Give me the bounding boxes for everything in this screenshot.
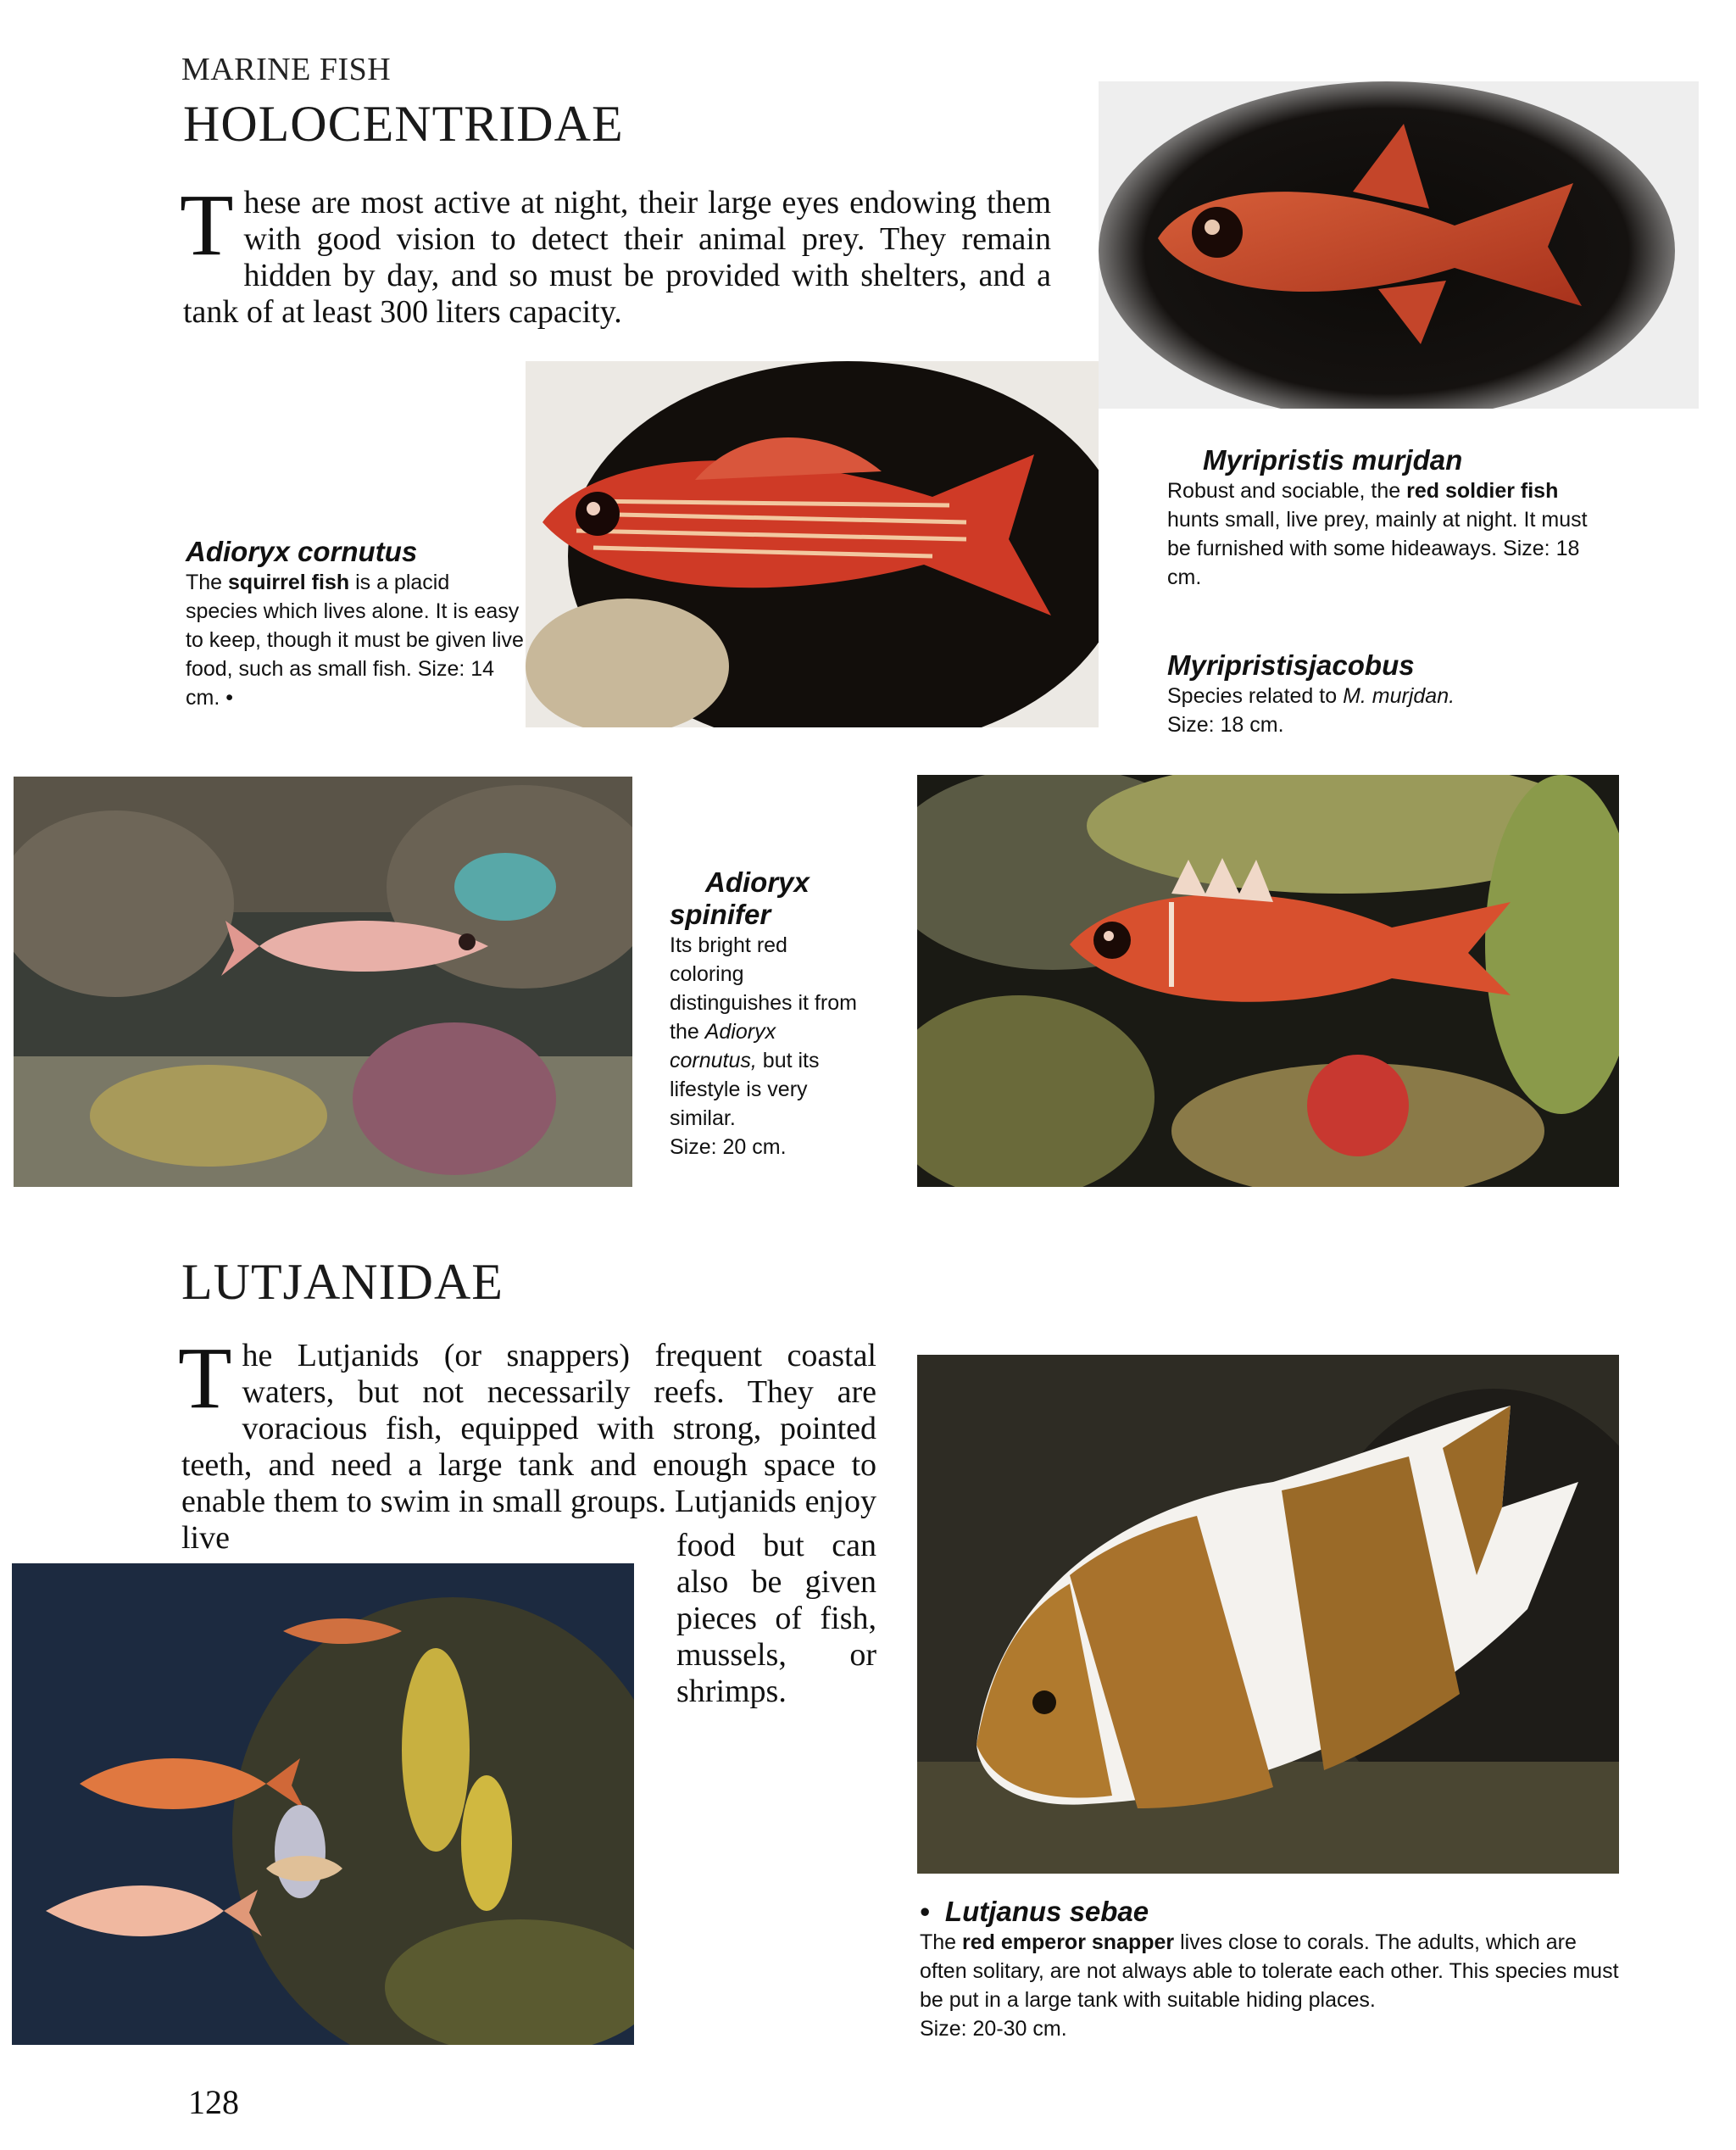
caption-size: Size: 20-30 cm. xyxy=(920,2017,1067,2041)
caption-title: Myripristis murjdan xyxy=(1203,444,1463,476)
lutjanidae-intro-tail: food but can also be given pieces of fish, mussels, or shrimps. xyxy=(676,1528,876,1709)
photo-adioryx-spinifer xyxy=(917,775,1619,1187)
caption-myripristis-murjdan xyxy=(1167,444,1608,592)
caption-title-line1: Adioryx xyxy=(705,866,810,898)
caption-myripristis-jacobus xyxy=(1167,649,1608,739)
photo-reef-squirrelfish xyxy=(14,777,632,1187)
caption-adioryx-cornutus xyxy=(186,536,525,712)
dropcap: T xyxy=(178,1329,232,1427)
caption-adioryx-spinifer xyxy=(670,866,865,1161)
holocentridae-title: HOLOCENTRIDAE xyxy=(183,96,624,152)
section-label: MARINE FISH xyxy=(181,52,392,87)
holocentridae-intro xyxy=(180,176,1051,331)
photo-adioryx-cornutus xyxy=(526,361,1099,727)
dropcap: T xyxy=(180,176,234,274)
caption-body: The red emperor snapper lives close to corals. The adults, which are often solitary, are not always able to tolerate each other. This species must be put in a large tank with suitable hiding places. xyxy=(920,1930,1619,2012)
photo-myripristis-murjdan xyxy=(1099,81,1699,409)
caption-size: Size: 18 cm. xyxy=(1167,713,1284,737)
caption-lutjanus-sebae xyxy=(920,1896,1623,2043)
lutjanidae-intro xyxy=(178,1329,876,1557)
photo-snapper-group xyxy=(12,1563,634,2045)
caption-body: Species related to M. murjdan. xyxy=(1167,684,1455,708)
caption-size: Size: 20 cm. xyxy=(670,1135,787,1159)
caption-title: Myripristisjacobus xyxy=(1167,649,1415,681)
intro-text: hese are most active at night, their large eyes endowing them with good vision to detect their animal prey. They remain hidden by day, and so must be provided with shelters, and a tank of at least 300 liters capacity. xyxy=(183,185,1051,330)
caption-body: Its bright red coloring distinguishes it from the Adioryx cornutus, but its lifestyle is very similar. xyxy=(670,933,857,1130)
page-number: 128 xyxy=(188,2083,239,2121)
caption-body: Robust and sociable, the red soldier fish hunts small, live prey, mainly at night. It must be furnished with some hideaways. Size: 18 cm. xyxy=(1167,479,1588,589)
caption-title-line2: spinifer xyxy=(670,899,771,930)
caption-title: • Lutjanus sebae xyxy=(920,1896,1149,1927)
lutjanidae-title: LUTJANIDAE xyxy=(181,1254,504,1310)
intro-text: he Lutjanids (or snappers) frequent coastal waters, but not necessarily reefs. They are voracious fish, equipped with strong, pointed teeth, and need a large tank and enough space to enable them to swim in small groups. Lutjanids enjoy live xyxy=(181,1338,876,1556)
caption-title: Adioryx cornutus xyxy=(186,536,418,567)
bullet: • xyxy=(920,1896,930,1927)
photo-lutjanus-sebae xyxy=(917,1355,1619,1874)
caption-body: The squirrel fish is a placid species which lives alone. It is easy to keep, though it must be given live food, such as small fish. Size: 14 cm. • xyxy=(186,571,524,710)
